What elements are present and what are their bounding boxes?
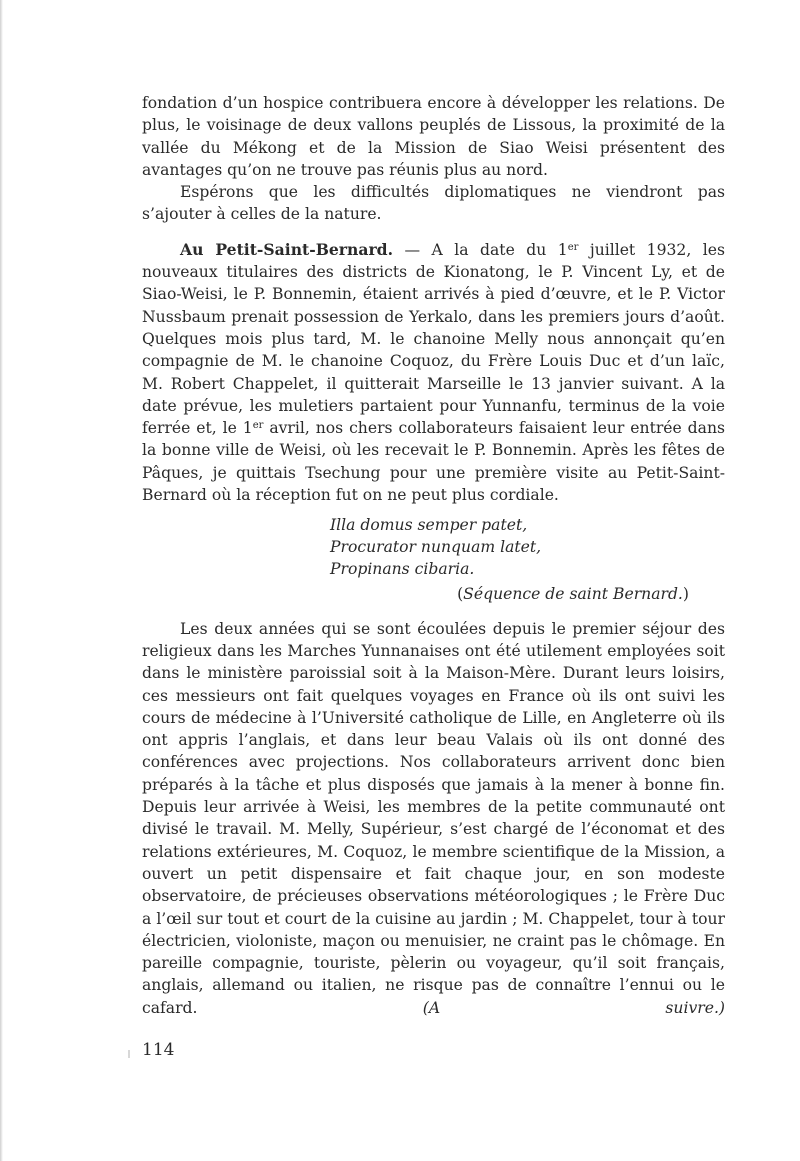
verse-line-2: Procurator nunquam latet,	[330, 538, 542, 557]
text-run: juillet 1932, les nouveaux titulaires des districts de Kionatong, le P. Vincent Ly, et de Siao-Weisi, le P. Bonnemin, étaient arrivés à pied d’œuvre, et le P. Victor Nussbaum prenait possession de Yerkalo, dans les premiers jours d’août. Quelques mois plus tard, M. le chanoine Melly nous annonçait qu’en compagnie de M. le chanoine Coquoz, du Frère Louis Duc et d’un laïc, M. Robert Chappelet, il quitterait Marseille le 13 janvier suivant. A la date prévue, les muletiers partaient pour Yunnanfu, terminus de la voie ferrée et, le 1	[142, 240, 725, 438]
verse-attribution: (Séquence de saint Bernard.)	[457, 585, 689, 604]
scan-mark	[128, 1050, 130, 1058]
text-run: Les deux années qui se sont écoulées depuis le premier séjour des religieux dans les Marches Yunnanaises ont été utilement employées soit dans le ministère paroissial soit à la Maison-Mère. Durant leurs loisirs, ces messieurs ont fait quelques voyages en France où ils ont suivi les cours de médecine à l’Université catholique de Lille, en Angleterre où ils ont appris l’anglais, et dans leur beau Valais où ils ont donné des conférences avec projections. Nos collaborateurs arrivent donc bien préparés à la tâche et plus disposés que jamais à la mener à bonne fin. Depuis leur arrivée à Weisi, les membres de la petite communauté ont divisé le travail. M. Melly, Supérieur, s’est chargé de l’économat et des relations extérieures, M. Coquoz, le membre scientifique de la Mission, a ouvert un petit dispensaire et fait chaque jour, en son modeste observatoire, de précieuses observations météorologiques ; le Frère Duc a l’œil sur tout et court de la cuisine au jardin ; M. Chappelet, tour à tour électricien, violoniste, maçon ou menuisier, ne craint pas le chômage. En pareille compagnie, touriste, pèlerin ou voyageur, qu’il soit français, anglais, allemand ou italien, ne risque pas de connaître l’ennui ou le cafard.	[142, 619, 725, 1017]
text-run: — A la date du 1	[393, 240, 568, 259]
ordinal-superscript: er	[567, 241, 579, 253]
verse-line-1: Illa domus semper patet,	[330, 516, 528, 535]
paragraph-petit-saint-bernard	[142, 239, 725, 507]
paragraph-deux-annees	[142, 618, 725, 1019]
page-number: 114	[142, 1040, 175, 1060]
verse-line-3: Propinans cibaria.	[330, 560, 475, 579]
page-body	[142, 92, 725, 1019]
latin-verse	[142, 514, 725, 605]
paragraph-hospice: fondation d’un hospice contribuera encore à développer les relations. De plus, le voisinage de deux vallons peuplés de Lissous, la proximité de la vallée du Mékong et de la Mission de Siao Weisi présentent des avantages qu’on ne trouve pas réunis plus au nord.	[142, 94, 725, 179]
paragraph-difficultes: Espérons que les difficultés diplomatiques ne viendront pas s’ajouter à celles de la nature.	[142, 183, 725, 224]
to-be-continued: (A suivre.)	[422, 998, 725, 1017]
text-run: avril, nos chers collaborateurs faisaient leur entrée dans la bonne ville de Weisi, où les recevait le P. Bonnemin. Après les fêtes de Pâques, je quittais Tsechung pour une première visite au Petit-Saint-Bernard où la réception fut on ne peut plus cordiale.	[142, 419, 725, 505]
section-heading: Au Petit-Saint-Bernard.	[180, 239, 394, 259]
page-edge-shadow	[0, 0, 3, 1161]
ordinal-superscript: er	[252, 420, 264, 432]
